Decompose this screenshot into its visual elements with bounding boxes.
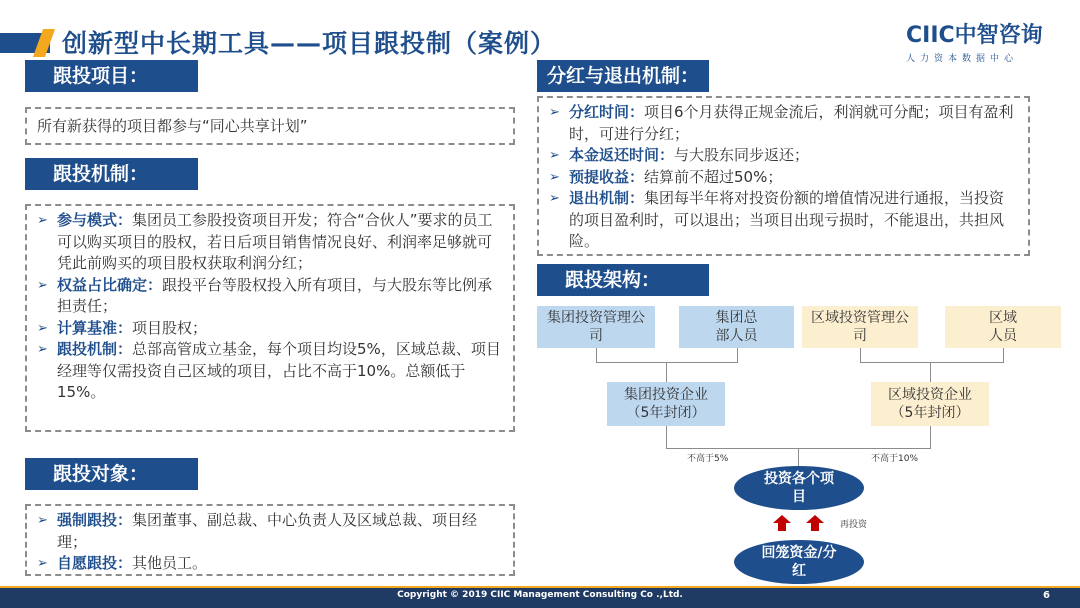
connector-line bbox=[1003, 348, 1004, 362]
dividend-item-key: 退出机制： bbox=[569, 189, 645, 207]
dividend-box bbox=[537, 96, 1030, 256]
node-group-hq: 集团总部人员 bbox=[679, 306, 794, 348]
section-header-target: 跟投对象： bbox=[25, 458, 198, 490]
node-region-fund-name: 区域投资企业 bbox=[888, 387, 972, 403]
section-header-structure: 跟投架构： bbox=[537, 264, 709, 296]
reinvest-label: 再投资 bbox=[840, 520, 868, 530]
dividend-item-key: 本金返还时间： bbox=[569, 146, 675, 164]
mechanism-item bbox=[37, 210, 503, 275]
dividend-item bbox=[549, 167, 1018, 189]
mechanism-item-key: 跟投机制： bbox=[57, 340, 133, 358]
target-item-key: 强制跟投： bbox=[57, 511, 133, 529]
section-header-dividend: 分红与退出机制： bbox=[537, 60, 709, 92]
chevron-right-icon: ➢ bbox=[37, 342, 48, 357]
connector-line bbox=[860, 362, 1004, 363]
dividend-item-text: 项目6个月获得正规金流后，利润就可分配；项目有盈利时，可进行分红； bbox=[569, 103, 1014, 143]
chevron-right-icon: ➢ bbox=[37, 277, 48, 293]
chevron-right-icon: ➢ bbox=[549, 191, 560, 206]
node-region-fund-term: （5年封闭） bbox=[890, 405, 970, 421]
target-box bbox=[25, 504, 515, 576]
node-recover-funds: 回笼资金/分红 bbox=[734, 540, 864, 584]
chevron-right-icon: ➢ bbox=[549, 105, 560, 120]
mechanism-item-key: 计算基准： bbox=[57, 318, 133, 337]
node-group-mgmt: 集团投资管理公司 bbox=[537, 306, 655, 348]
connector-line bbox=[930, 362, 931, 382]
chevron-right-icon: ➢ bbox=[37, 556, 48, 571]
connector-line bbox=[666, 426, 667, 448]
dividend-item bbox=[549, 102, 1018, 145]
dividend-item-text: 结算前不超过50%； bbox=[644, 167, 783, 186]
node-invest-projects: 投资各个项目 bbox=[734, 466, 864, 510]
dividend-item-text: 集团每半年将对投资份额的增值情况进行通报，当投资的项目盈利时，可以退出；当项目出现亏损时，不能退出，共担风险。 bbox=[569, 189, 1005, 250]
connector-line bbox=[596, 362, 738, 363]
mechanism-item-text: 集团员工参股投资项目开发；符合“合伙人”要求的员工可以购买项目的股权，若日后项目销售情况良好、利润率足够就可凭此前购买的项目股权获取利润分红； bbox=[57, 211, 493, 272]
connector-line bbox=[666, 362, 667, 382]
up-arrow-icon bbox=[773, 515, 791, 531]
chevron-right-icon: ➢ bbox=[37, 513, 48, 528]
mechanism-item-key: 权益占比确定： bbox=[57, 275, 163, 294]
target-item-key: 自愿跟投： bbox=[57, 554, 133, 572]
section-header-project: 跟投项目： bbox=[25, 60, 198, 92]
mechanism-item bbox=[37, 318, 503, 340]
mechanism-item bbox=[37, 339, 503, 404]
chevron-right-icon: ➢ bbox=[37, 320, 48, 336]
connector-line bbox=[930, 426, 931, 448]
logo-sub-text: 人力资本数据中心 bbox=[906, 54, 1019, 64]
dividend-item-key: 分红时间： bbox=[569, 103, 645, 121]
mechanism-box bbox=[25, 204, 515, 432]
project-text: 所有新获得的项目都参与“同心共享计划” bbox=[37, 117, 308, 135]
node-group-fund-name: 集团投资企业 bbox=[624, 387, 708, 403]
connector-line bbox=[860, 348, 861, 362]
page-title: 创新型中长期工具——项目跟投制（案例） bbox=[62, 29, 557, 58]
cap-label-group: 不高于5% bbox=[687, 454, 729, 464]
project-box bbox=[25, 107, 515, 145]
target-item-text: 集团董事、副总裁、中心负责人及区域总裁、项目经理； bbox=[57, 511, 478, 551]
mechanism-item-text: 项目股权； bbox=[132, 318, 208, 337]
node-region-staff: 区域人员 bbox=[945, 306, 1061, 348]
node-group-fund-term: （5年封闭） bbox=[626, 405, 706, 421]
connector-line bbox=[596, 348, 597, 362]
dividend-item bbox=[549, 145, 1018, 167]
chevron-right-icon: ➢ bbox=[549, 169, 560, 185]
logo-main-text: CIIC中智咨询 bbox=[906, 23, 1043, 48]
node-group-fund bbox=[607, 382, 725, 426]
target-item bbox=[37, 510, 503, 553]
company-logo bbox=[906, 18, 1046, 64]
node-region-fund bbox=[871, 382, 989, 426]
cap-label-region: 不高于10% bbox=[871, 454, 919, 464]
mechanism-item-key: 参与模式： bbox=[57, 211, 133, 229]
footer-copyright: Copyright © 2019 CIIC Management Consulting Co .,Ltd. bbox=[397, 590, 683, 600]
page-number: 6 bbox=[1043, 590, 1050, 601]
mechanism-item bbox=[37, 275, 503, 318]
chevron-right-icon: ➢ bbox=[37, 213, 48, 228]
dividend-item-text: 与大股东同步返还； bbox=[674, 146, 810, 164]
connector-line bbox=[737, 348, 738, 362]
chevron-right-icon: ➢ bbox=[549, 148, 560, 163]
up-arrow-icon bbox=[806, 515, 824, 531]
mechanism-item-text: 总部高管成立基金，每个项目均设5%，区域总裁、项目经理等仅需投资自己区域的项目，占比不高于10%。总额低于15%。 bbox=[57, 340, 501, 401]
mechanism-item-text: 跟投平台等股权投入所有项目，与大股东等比例承担责任； bbox=[57, 275, 493, 315]
dividend-item bbox=[549, 188, 1018, 253]
dividend-item-key: 预提收益： bbox=[569, 167, 645, 186]
target-item bbox=[37, 553, 503, 575]
section-header-mechanism: 跟投机制： bbox=[25, 158, 198, 190]
node-region-mgmt: 区域投资管理公司 bbox=[802, 306, 918, 348]
target-item-text: 其他员工。 bbox=[132, 554, 208, 572]
connector-line bbox=[798, 448, 799, 466]
